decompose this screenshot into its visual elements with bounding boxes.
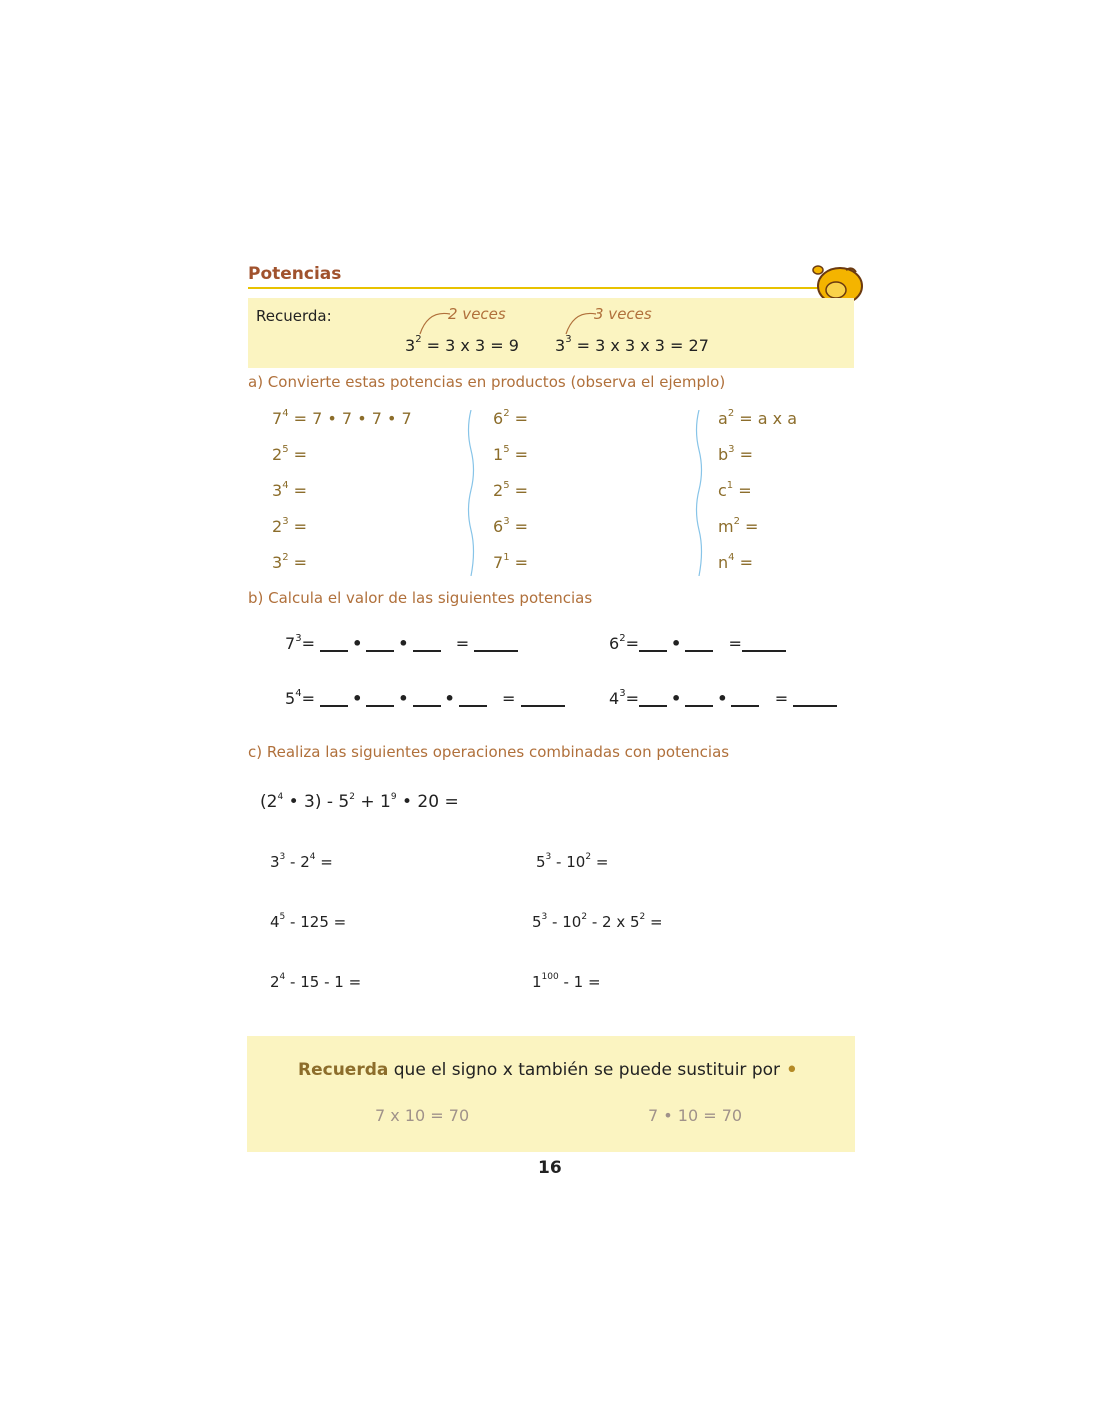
answer-blank[interactable] [639, 650, 667, 652]
power-item: $3^4$ = [272, 480, 308, 500]
power-item: $6^3$ = [493, 516, 529, 536]
power-item: $6^2$ = [493, 408, 529, 428]
power-item: $a^2 = a$ x a [718, 408, 798, 428]
section-b-title: b) Calcula el valor de las siguientes potencias [248, 589, 593, 607]
power-item: $c^1$ = [718, 480, 752, 500]
power-item: $2^3$ = [272, 516, 308, 536]
combined-operation-5: $2^4 - 15 - 1$ = [270, 972, 362, 991]
page-title: Potencias [248, 264, 342, 284]
section-a-column-2 [493, 408, 528, 588]
answer-blank[interactable] [320, 650, 348, 652]
calc-item-7-cubed: $7^3=$ • • = [285, 633, 518, 653]
reminder-box [247, 1036, 855, 1152]
note-3-veces: 3 veces [594, 305, 652, 323]
combined-operation-6: $1^{100} - 1$ = [532, 972, 601, 991]
power-item: $n^4$ = [718, 552, 754, 572]
power-item: $b^3$ = [718, 444, 754, 464]
answer-blank[interactable] [366, 650, 394, 652]
recuerda-label: Recuerda: [256, 307, 332, 325]
combined-operation-4: $5^3 - 10^2 - 2$ x $5^2$ = [532, 912, 663, 931]
result-blank[interactable] [793, 705, 837, 707]
answer-blank[interactable] [685, 705, 713, 707]
answer-blank[interactable] [685, 650, 713, 652]
example-3-squared: $3^2 = 3$ x 3 = 9 [405, 334, 519, 355]
result-blank[interactable] [742, 650, 786, 652]
section-a-title: a) Convierte estas potencias en productos (observa el ejemplo) [248, 373, 726, 391]
example-3-cubed: $3^3 = 3$ x 3 x 3 = 27 [555, 334, 709, 355]
power-item: $m^2$ = [718, 516, 759, 536]
power-item: $2^5$ = [272, 444, 308, 464]
result-blank[interactable] [474, 650, 518, 652]
combined-operation-main: ($2^4$ • $3) - 5^2 + 1^9$ • 20 = [260, 792, 459, 812]
combined-operation-3: $4^5 - 125$ = [270, 912, 347, 931]
answer-blank[interactable] [366, 705, 394, 707]
bullet-icon: • [785, 1058, 799, 1083]
power-item: $2^5$ = [493, 480, 529, 500]
page-number: 16 [538, 1158, 562, 1178]
recuerda-box [248, 298, 854, 368]
section-a-column-1 [272, 408, 412, 588]
reminder-example-dot: 7 • 10 = 70 [648, 1106, 743, 1125]
column-divider-1 [464, 410, 478, 576]
answer-blank[interactable] [731, 705, 759, 707]
combined-operation-2: $5^3 - 10^2$ = [536, 852, 609, 871]
answer-blank[interactable] [413, 705, 441, 707]
answer-blank[interactable] [459, 705, 487, 707]
section-c-title: c) Realiza las siguientes operaciones combinadas con potencias [248, 743, 730, 761]
calc-item-5-fourth: $5^4=$ • • • = [285, 688, 565, 708]
power-item: $1^5$ = [493, 444, 529, 464]
calc-item-4-cubed: $4^3=$ • • = [609, 688, 837, 708]
answer-blank[interactable] [639, 705, 667, 707]
power-item: $7^1$ = [493, 552, 529, 572]
reminder-text: Recuerda que el signo x también se puede sustituir por • [298, 1058, 799, 1083]
note-2-veces: 2 veces [448, 305, 506, 323]
title-rule [248, 287, 824, 289]
power-item: $3^2$ = [272, 552, 308, 572]
section-a-column-3 [718, 408, 797, 588]
reminder-example-x: 7 x 10 = 70 [375, 1106, 470, 1125]
answer-blank[interactable] [320, 705, 348, 707]
power-item: $7^4 = 7$ • 7 • 7 • 7 [272, 408, 412, 428]
result-blank[interactable] [521, 705, 565, 707]
combined-operation-1: $3^3 - 2^4$ = [270, 852, 333, 871]
answer-blank[interactable] [413, 650, 441, 652]
column-divider-2 [692, 410, 706, 576]
calc-item-6-squared: $6^2=$ • = [609, 633, 786, 653]
